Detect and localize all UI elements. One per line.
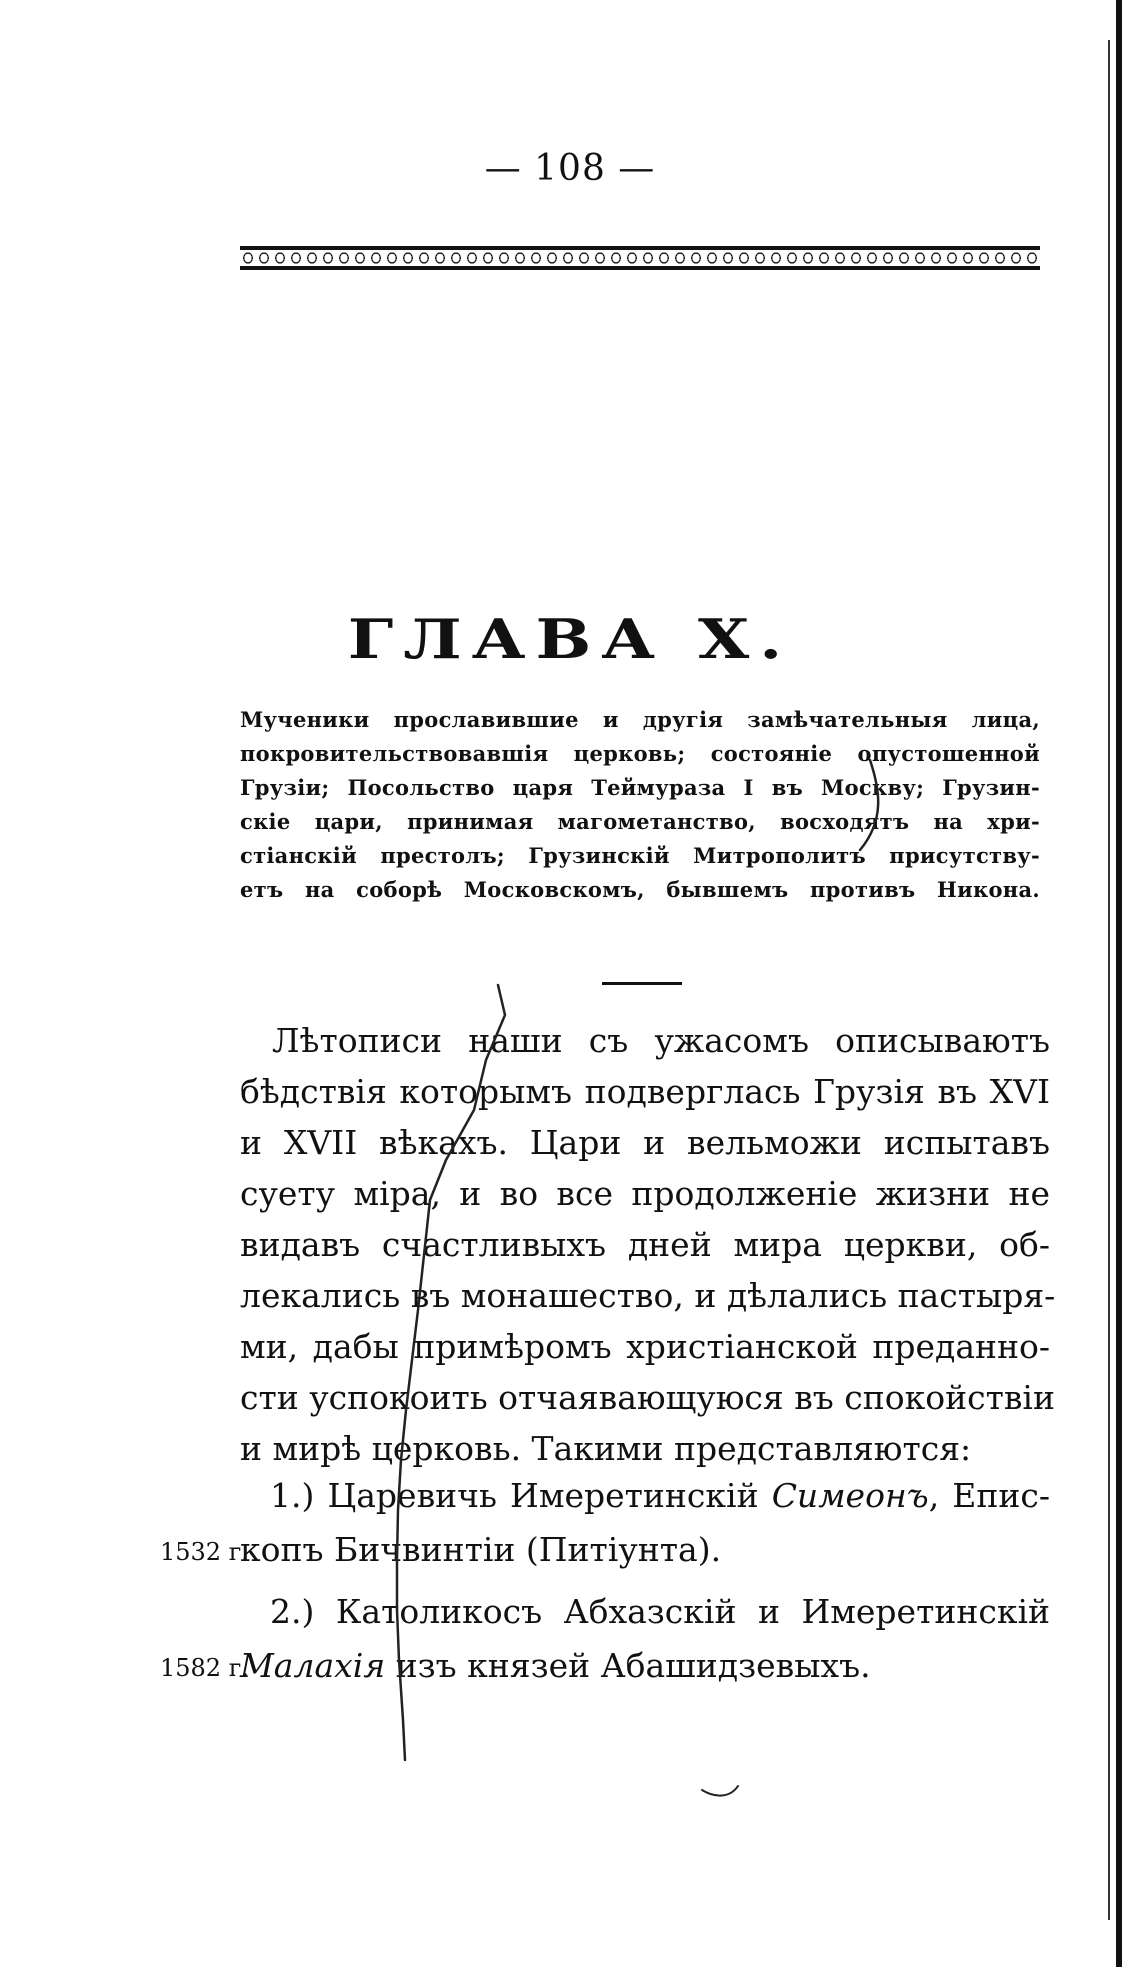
margin-year: 1532 г. xyxy=(160,1538,249,1566)
list-item-text: копъ Бичвинтіи (Питіунта). xyxy=(240,1530,722,1569)
page-number: — 108 — xyxy=(484,148,656,189)
decorative-ornament-band xyxy=(240,246,1040,270)
page-edge-border xyxy=(1116,0,1122,1967)
body-line: видавъ счастливыхъ дней мира церкви, об- xyxy=(240,1225,1050,1264)
body-line: суету міра, и во все продолженіе жизни не xyxy=(240,1174,1050,1213)
body-line: бѣдствія которымъ подверглась Грузія въ XVI xyxy=(240,1072,1050,1111)
chapter-title: ГЛАВА X. xyxy=(347,607,793,671)
pencil-stroke xyxy=(702,1786,738,1796)
body-line: и мирѣ церковь. Такими представляются: xyxy=(240,1429,972,1468)
chapter-summary xyxy=(240,703,1040,907)
section-divider xyxy=(602,982,682,985)
body-line: и XVII вѣкахъ. Цари и вельможи испытавъ xyxy=(240,1123,1050,1162)
list-item-line xyxy=(240,1530,1020,1569)
margin-year: 1582 г. xyxy=(160,1654,249,1682)
list-item-line xyxy=(270,1592,1050,1631)
summary-line: стіанскій престолъ; Грузинскій Митрополитъ присутству- xyxy=(240,843,1040,868)
body-line: ми, дабы примѣромъ христіанской преданно- xyxy=(240,1327,1050,1366)
summary-line: покровительствовавшія церковь; состояніе опустошенной xyxy=(240,741,1040,766)
list-item-text: , Епис- xyxy=(928,1476,1050,1515)
summary-line: скіе цари, принимая магометанство, восходятъ на хри- xyxy=(240,809,1040,834)
summary-line: етъ на соборѣ Московскомъ, бывшемъ противъ Никона. xyxy=(240,877,1040,902)
list-item-text: 2.) Католикосъ Абхазскій и Имеретинскій xyxy=(270,1592,1050,1631)
body-paragraph xyxy=(240,1015,1056,1474)
list-item-name: Симеонъ xyxy=(771,1476,929,1515)
body-line: лекались въ монашество, и дѣлались пастыря- xyxy=(240,1276,1056,1315)
list-item-line xyxy=(240,1646,1020,1685)
page-edge-line xyxy=(1108,40,1110,1920)
list-item-text: изъ князей Абашидзевыхъ. xyxy=(385,1646,871,1685)
list-item-text: 1.) Царевичь Имеретинскій xyxy=(270,1476,772,1515)
list-item-name: Малахія xyxy=(240,1646,386,1685)
list-item-line xyxy=(270,1476,1050,1515)
body-line: сти успокоить отчаявающуюся въ спокойствіи xyxy=(240,1378,1055,1417)
summary-line: Грузіи; Посольство царя Теймураза I въ Москву; Грузин- xyxy=(240,775,1040,800)
summary-line: Мученики прославившие и другія замѣчательныя лица, xyxy=(240,707,1040,732)
body-line: Лѣтописи наши съ ужасомъ описываютъ xyxy=(272,1021,1050,1060)
